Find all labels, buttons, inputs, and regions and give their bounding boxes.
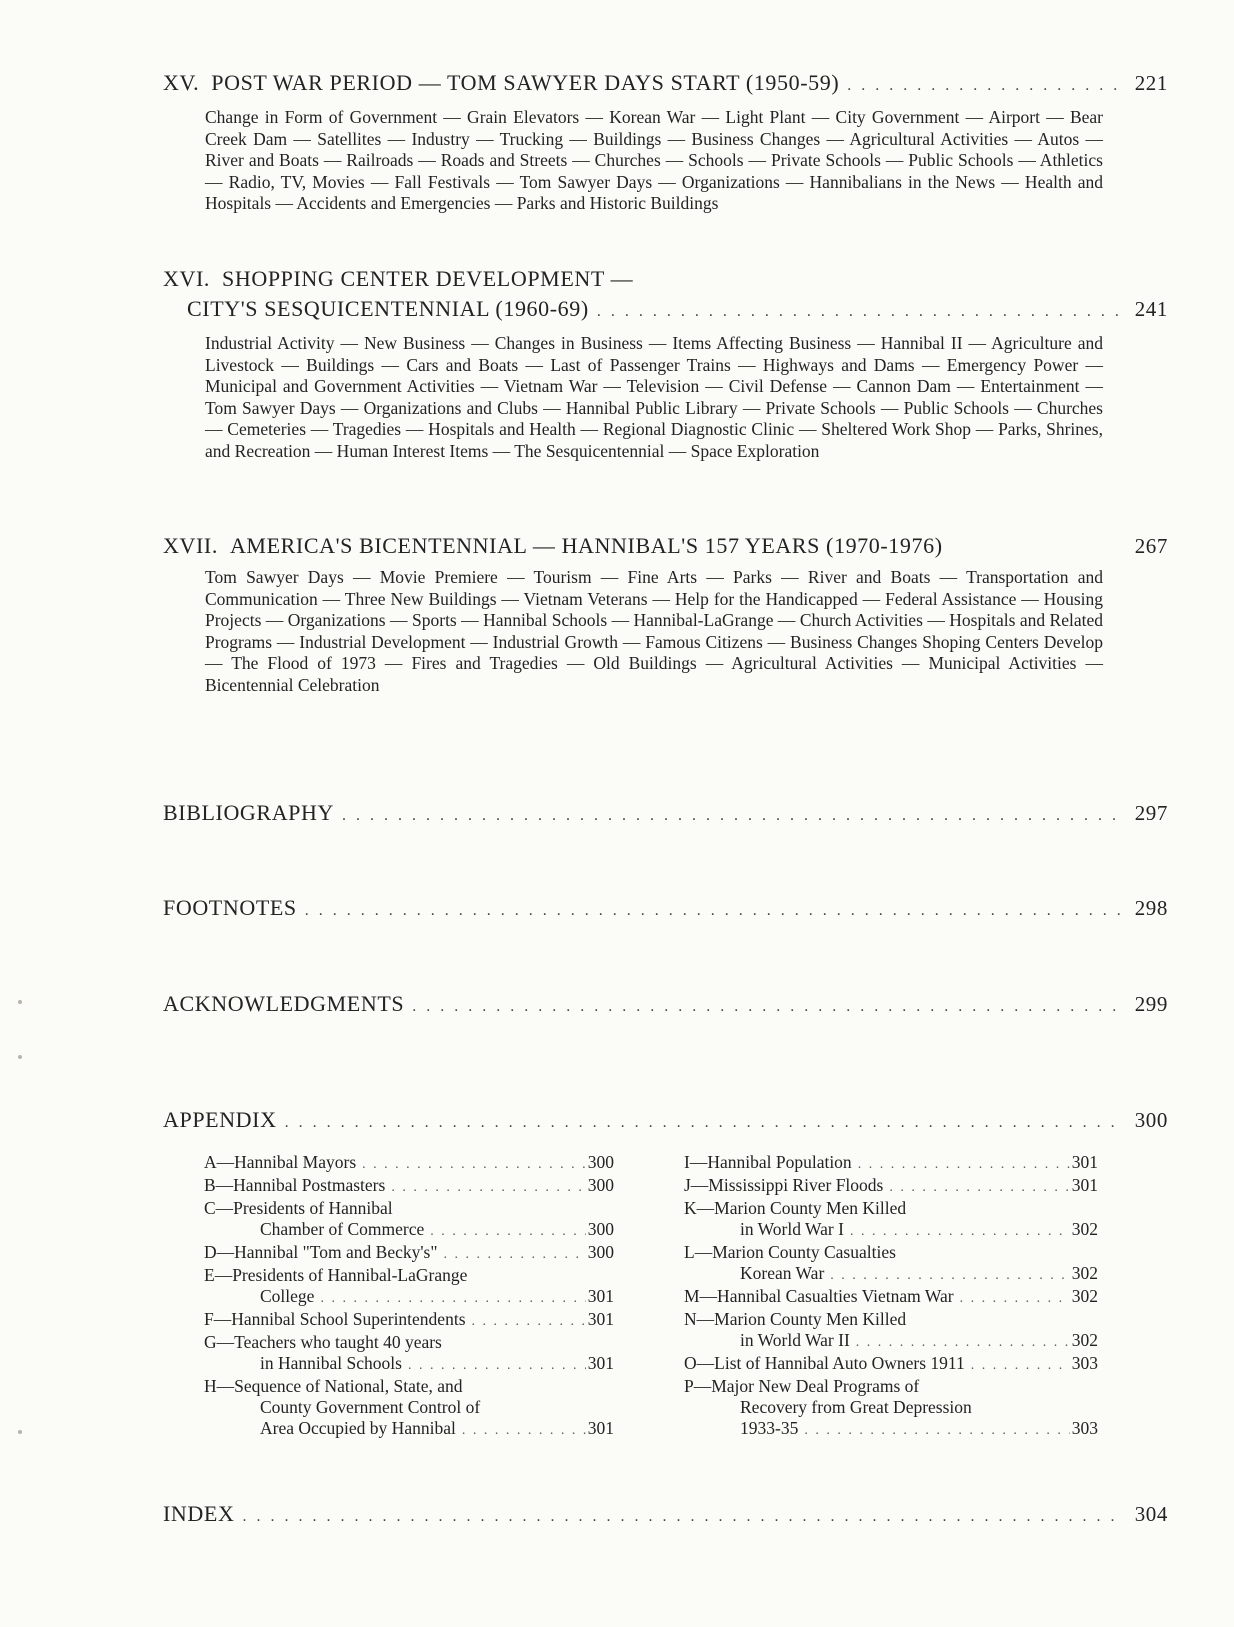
appendix-page-number: 300 (587, 1242, 614, 1262)
dot-leader (320, 1288, 585, 1309)
appendix-item[interactable] (204, 1265, 614, 1309)
section-topics: Change in Form of Government — Grain Elevators — Korean War — Light Plant — City Government — Airport — Bear Creek Dam — Satellites — Industry — Trucking — Buildings — Business Changes — Agricultural Activities — Autos — River and Boats — Railroads — Roads and Streets — Churches — Schools — Private Schools — Public Schools — Athletics — Radio, TV, Movies — Fall Festivals — Tom Sawyer Days — Organizations — Hannibalians in the News — Health and Hospitals — Accidents and Emergencies — Parks and Historic Buildings (205, 107, 1103, 213)
appendix-item-label-continued: County Government Control of (260, 1397, 481, 1417)
toc-section-xv[interactable] (163, 68, 1168, 215)
appendix-item-label: M—Hannibal Casualties Vietnam War (684, 1286, 954, 1306)
appendix-column-left (204, 1152, 614, 1441)
appendix-item-label-continued: Chamber of Commerce (260, 1219, 425, 1239)
appendix-page-number: 302 (1071, 1263, 1098, 1283)
appendix-page-number: 300 (587, 1175, 614, 1195)
appendix-item[interactable] (204, 1376, 614, 1441)
dot-leader (305, 896, 1120, 926)
dot-leader (971, 1355, 1070, 1376)
appendix-item[interactable] (684, 1198, 1098, 1242)
section-title: AMERICA'S BICENTENNIAL — HANNIBAL'S 157 YEARS (1970-1976) (229, 533, 943, 558)
appendix-page-number: 301 (587, 1309, 614, 1329)
section-number: XVI. (163, 266, 211, 291)
dot-leader (856, 1332, 1070, 1353)
appendix-item[interactable] (684, 1376, 1098, 1441)
appendix-item-label: D—Hannibal "Tom and Becky's" (204, 1242, 438, 1262)
dot-leader (597, 297, 1120, 327)
appendix-item-label-continued: Korean War (740, 1263, 825, 1283)
margin-speck (18, 1430, 22, 1434)
appendix-page-number: 302 (1071, 1219, 1098, 1239)
appendix-item[interactable] (204, 1332, 614, 1376)
appendix-item-label: A—Hannibal Mayors (204, 1152, 357, 1172)
appendix-item-label-continued: Area Occupied by Hannibal (260, 1418, 456, 1438)
appendix-item[interactable] (204, 1242, 614, 1265)
dot-leader (462, 1420, 586, 1441)
appendix-item-label: P—Major New Deal Programs of (684, 1376, 920, 1396)
appendix-item-label: B—Hannibal Postmasters (204, 1175, 386, 1195)
appendix-item[interactable] (684, 1286, 1098, 1309)
appendix-item-label: H—Sequence of National, State, and (204, 1376, 463, 1396)
page-number: 298 (1134, 896, 1168, 920)
page-number: 221 (1134, 71, 1168, 95)
appendix-item-label: C—Presidents of Hannibal (204, 1198, 393, 1218)
dot-leader (391, 1177, 585, 1198)
entry-title: ACKNOWLEDGMENTS (163, 991, 405, 1016)
appendix-item[interactable] (204, 1309, 614, 1332)
appendix-page-number: 303 (1071, 1418, 1098, 1438)
appendix-item[interactable] (204, 1152, 614, 1175)
appendix-page-number: 302 (1071, 1330, 1098, 1350)
toc-appendix[interactable] (163, 1105, 1168, 1138)
appendix-item-label-continued: in Hannibal Schools (260, 1353, 402, 1373)
dot-leader (285, 1108, 1120, 1138)
dot-leader (412, 992, 1120, 1022)
dot-leader (804, 1420, 1069, 1441)
dot-leader (847, 71, 1120, 101)
dot-leader (443, 1244, 585, 1265)
page-number: 297 (1134, 801, 1168, 825)
section-heading (163, 264, 1168, 294)
dot-leader (242, 1502, 1120, 1532)
appendix-item-label-continued: Recovery from Great Depression (740, 1397, 972, 1417)
appendix-item-label: J—Mississippi River Floods (684, 1175, 884, 1195)
dot-leader (472, 1311, 586, 1332)
toc-index[interactable] (163, 1499, 1168, 1532)
entry-title: APPENDIX (163, 1107, 277, 1132)
appendix-page-number: 302 (1071, 1286, 1098, 1306)
appendix-item-label-continued: in World War I (740, 1219, 844, 1239)
dot-leader (889, 1177, 1069, 1198)
appendix-page-number: 303 (1071, 1353, 1098, 1373)
appendix-page-number: 301 (587, 1353, 614, 1373)
appendix-item[interactable] (684, 1353, 1098, 1376)
appendix-item-label-continued: 1933-35 (740, 1418, 799, 1438)
appendix-item-label: G—Teachers who taught 40 years (204, 1332, 442, 1352)
toc-bibliography[interactable] (163, 798, 1168, 831)
dot-leader (342, 801, 1120, 831)
appendix-item[interactable] (204, 1198, 614, 1242)
section-number: XVII. (163, 533, 218, 558)
appendix-item-label: O—List of Hannibal Auto Owners 1911 (684, 1353, 965, 1373)
dot-leader (850, 1221, 1070, 1242)
entry-title: BIBLIOGRAPHY (163, 800, 334, 825)
dot-leader (362, 1154, 586, 1175)
appendix-item[interactable] (684, 1175, 1098, 1198)
margin-speck (18, 1055, 22, 1059)
appendix-page-number: 301 (587, 1418, 614, 1438)
appendix-page-number: 301 (1071, 1175, 1098, 1195)
toc-acknowledgments[interactable] (163, 989, 1168, 1022)
entry-title: INDEX (163, 1501, 235, 1526)
appendix-item-label-continued: in World War II (740, 1330, 850, 1350)
appendix-item[interactable] (684, 1242, 1098, 1286)
section-title-continued: CITY'S SESQUICENTENNIAL (1960-69) (187, 296, 589, 321)
appendix-item-label: I—Hannibal Population (684, 1152, 852, 1172)
dot-leader (858, 1154, 1070, 1175)
appendix-column-right (684, 1152, 1098, 1441)
section-heading (163, 68, 1168, 101)
section-heading (163, 531, 1168, 561)
section-title: POST WAR PERIOD — TOM SAWYER DAYS START (1950-59) (211, 70, 840, 95)
appendix-page-number: 301 (587, 1286, 614, 1306)
toc-section-xvi[interactable] (163, 264, 1168, 462)
dot-leader (830, 1265, 1069, 1286)
appendix-item-label: F—Hannibal School Superintendents (204, 1309, 466, 1329)
appendix-page-number: 300 (587, 1152, 614, 1172)
appendix-item[interactable] (684, 1309, 1098, 1353)
appendix-item-label: L—Marion County Casualties (684, 1242, 896, 1262)
appendix-page-number: 301 (1071, 1152, 1098, 1172)
appendix-page-number: 300 (587, 1219, 614, 1239)
dot-leader (408, 1355, 586, 1376)
toc-section-xvii[interactable] (163, 531, 1168, 696)
page-number: 304 (1134, 1502, 1168, 1526)
section-title: SHOPPING CENTER DEVELOPMENT — (222, 266, 634, 291)
entry-title: FOOTNOTES (163, 895, 297, 920)
section-heading-continued (163, 294, 1168, 327)
section-topics: Tom Sawyer Days — Movie Premiere — Tourism — Fine Arts — Parks — River and Boats — Transportation and Communication — Three New Buildings — Vietnam Veterans — Help for the Handicapped — Federal Assistance — Housing Projects — Organizations — Sports — Hannibal Schools — Hannibal-LaGrange — Church Activities — Hospitals and Related Programs — Industrial Development — Industrial Growth — Famous Citizens — Business Changes Shoping Centers Develop — The Flood of 1973 — Fires and Tragedies — Old Buildings — Agricultural Activities — Municipal Activities — Bicentennial Celebration (205, 567, 1103, 695)
page-number: 267 (1134, 534, 1168, 558)
toc-footnotes[interactable] (163, 893, 1168, 926)
appendix-item-label: K—Marion County Men Killed (684, 1198, 907, 1218)
dot-leader (430, 1221, 585, 1242)
section-number: XV. (163, 70, 200, 95)
appendix-item-label: E—Presidents of Hannibal-LaGrange (204, 1265, 468, 1285)
appendix-item[interactable] (204, 1175, 614, 1198)
dot-leader (960, 1288, 1070, 1309)
appendix-item-label: N—Marion County Men Killed (684, 1309, 907, 1329)
appendix-item-label-continued: College (260, 1286, 315, 1306)
margin-speck (18, 1000, 22, 1004)
page-number: 241 (1134, 297, 1168, 321)
appendix-item[interactable] (684, 1152, 1098, 1175)
page-number: 300 (1134, 1108, 1168, 1132)
page-number: 299 (1134, 992, 1168, 1016)
section-topics: Industrial Activity — New Business — Changes in Business — Items Affecting Business — Hannibal II — Agriculture and Livestock — Buildings — Cars and Boats — Last of Passenger Trains — Highways and Dams — Emergency Power — Municipal and Government Activities — Vietnam War — Television — Civil Defense — Cannon Dam — Entertainment — Tom Sawyer Days — Organizations and Clubs — Hannibal Public Library — Private Schools — Public Schools — Churches — Cemeteries — Tragedies — Hospitals and Health — Regional Diagnostic Clinic — Sheltered Work Shop — Parks, Shrines, and Recreation — Human Interest Items — The Sesquicentennial — Space Exploration (205, 333, 1103, 461)
